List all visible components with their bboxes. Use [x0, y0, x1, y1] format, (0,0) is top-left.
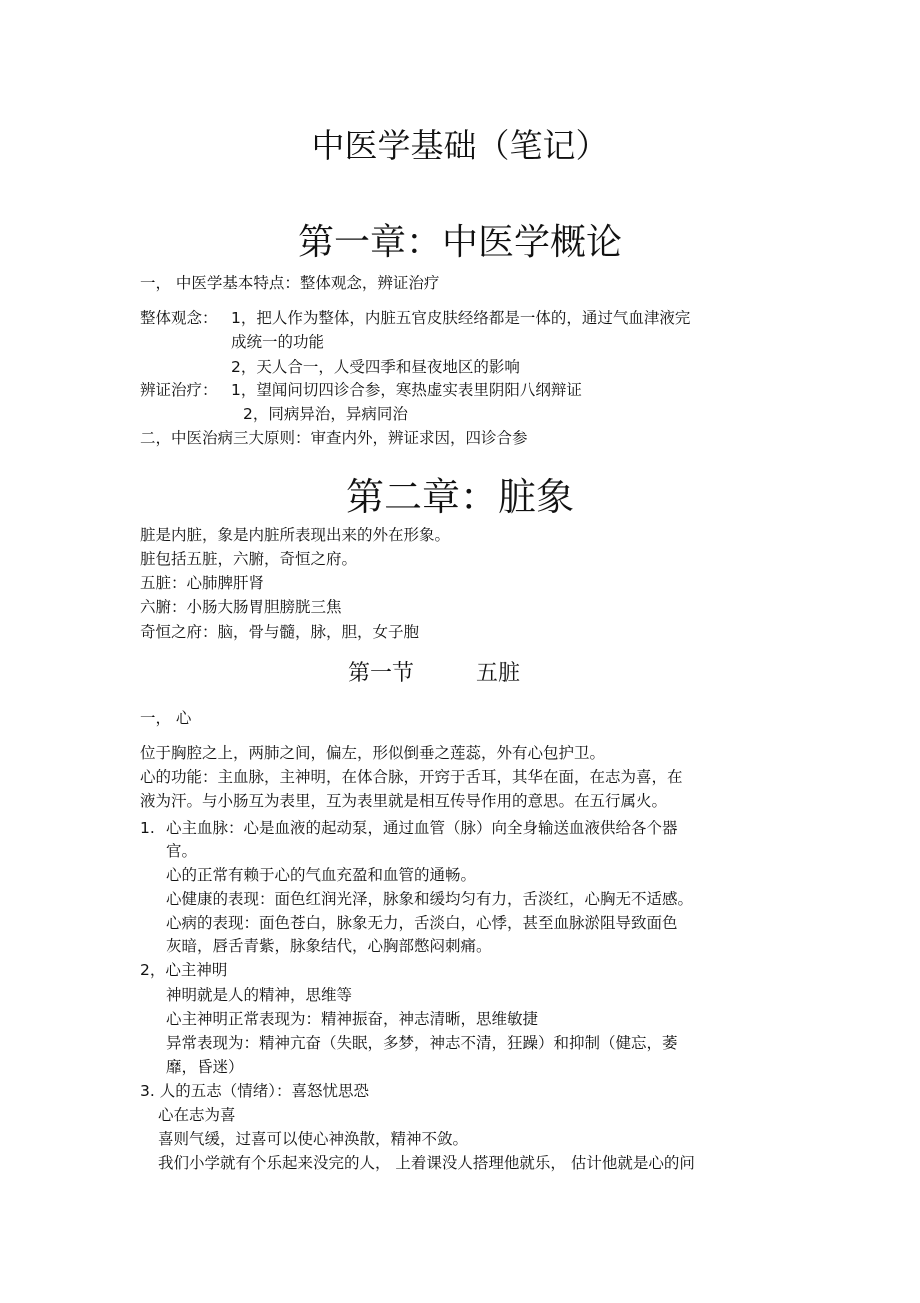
list-number: 1.: [140, 819, 155, 837]
text-line: 成统一的功能: [231, 333, 325, 351]
text-line: 2，心主神明: [140, 961, 228, 979]
text-line: 心主血脉：心是血液的起动泵，通过血管（脉）向全身输送血液供给各个器: [166, 819, 678, 837]
document-title: 中医学基础（笔记）: [311, 126, 609, 165]
section-title: 五脏: [476, 661, 521, 686]
text-line: 心的正常有赖于心的气血充盈和血管的通畅。: [166, 866, 477, 884]
text-line: 2，天人合一，人受四季和昼夜地区的影响: [231, 358, 520, 376]
text-line: 3. 人的五志（情绪）：喜怒忧思恐: [140, 1082, 369, 1100]
subsection-heading: 一， 心: [140, 709, 192, 727]
text-line: 喜则气缓，过喜可以使心神涣散，精神不敛。: [158, 1130, 469, 1148]
text-line: 2，同病异治，异病同治: [243, 405, 408, 423]
text-line: 心在志为喜: [158, 1106, 236, 1124]
text-line: 心主神明正常表现为：精神振奋，神志清晰，思维敏捷: [166, 1010, 539, 1028]
text-line: 脏包括五脏，六腑，奇恒之府。: [140, 550, 358, 568]
text-line: 心的功能：主血脉，主神明，在体合脉，开窍于舌耳，其华在面，在志为喜，在: [140, 768, 683, 786]
text-line: 靡，昏迷）: [166, 1058, 244, 1076]
text-line: 官。: [166, 842, 198, 860]
text-line: 灰暗，唇舌青紫，脉象结代，心胸部憋闷刺痛。: [166, 937, 492, 955]
text-line: 奇恒之府：脑，骨与髓，脉，胆，女子胞: [140, 623, 420, 641]
text-line: 心病的表现：面色苍白，脉象无力，舌淡白，心悸，甚至血脉淤阻导致面色: [166, 914, 678, 932]
text-line: 一， 中医学基本特点：整体观念，辨证治疗: [140, 274, 440, 292]
text-line: 六腑：小肠大肠胃胆膀胱三焦: [140, 598, 342, 616]
text-line: 位于胸腔之上，两肺之间，偏左，形似倒垂之莲蕊，外有心包护卫。: [140, 744, 606, 762]
text-line: 脏是内脏，象是内脏所表现出来的外在形象。: [140, 526, 451, 544]
chapter-2-heading: 第二章：脏象: [345, 475, 574, 519]
section-label: 第一节: [348, 661, 415, 686]
text-line: 1，把人作为整体，内脏五官皮肤经络都是一体的，通过气血津液完: [231, 309, 691, 327]
text-line: 五脏：心肺脾肝肾: [140, 574, 265, 592]
text-label: 辨证治疗：: [140, 381, 218, 399]
text-line: 心健康的表现：面色红润光泽，脉象和缓均匀有力，舌淡红，心胸无不适感。: [166, 890, 694, 908]
text-line: 神明就是人的精神，思维等: [166, 986, 353, 1004]
text-line: 二，中医治病三大原则：审查内外，辨证求因，四诊合参: [140, 429, 528, 447]
text-line: 1，望闻问切四诊合参，寒热虚实表里阴阳八纲辩证: [231, 381, 582, 399]
text-label: 整体观念：: [140, 309, 218, 327]
text-line: 液为汗。与小肠互为表里，互为表里就是相互传导作用的意思。在五行属火。: [140, 792, 668, 810]
text-line: 我们小学就有个乐起来没完的人， 上着课没人搭理他就乐， 估计他就是心的问: [158, 1154, 695, 1172]
chapter-1-heading: 第一章：中医学概论: [297, 222, 622, 263]
text-line: 异常表现为：精神亢奋（失眠，多梦，神志不清，狂躁）和抑制（健忘，萎: [166, 1034, 678, 1052]
